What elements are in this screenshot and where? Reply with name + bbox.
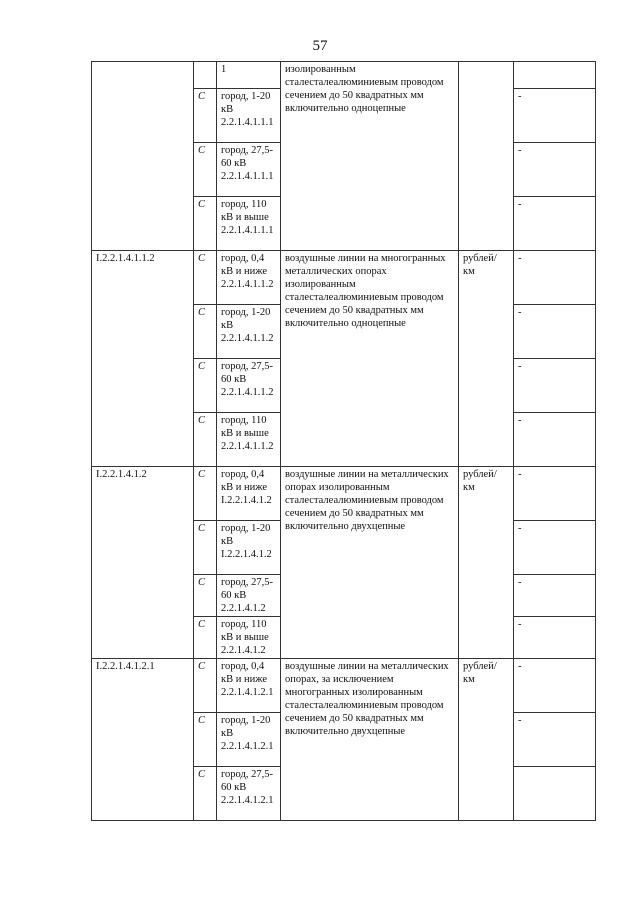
subitem-cell: город, 110 кВ и выше 2.2.1.4.1.2 bbox=[217, 617, 281, 659]
value-cell: - bbox=[514, 467, 596, 521]
value-cell: - bbox=[514, 89, 596, 143]
item-code-cell: I.2.2.1.4.1.2 bbox=[92, 467, 194, 659]
item-code-cell: I.2.2.1.4.1.1.2 bbox=[92, 251, 194, 467]
subitem-cell: город, 110 кВ и выше 2.2.1.4.1.1.2 bbox=[217, 413, 281, 467]
value-cell: - bbox=[514, 659, 596, 713]
category-letter-cell: C bbox=[194, 305, 217, 359]
subitem-cell: город, 1-20 кВ 2.2.1.4.1.2.1 bbox=[217, 713, 281, 767]
category-letter-cell bbox=[194, 62, 217, 89]
page-number: 57 bbox=[312, 38, 328, 54]
table-row bbox=[92, 251, 596, 305]
value-cell: - bbox=[514, 143, 596, 197]
value-cell: - bbox=[514, 575, 596, 617]
category-letter-cell: C bbox=[194, 521, 217, 575]
value-cell bbox=[514, 62, 596, 89]
subitem-cell: город, 0,4 кВ и ниже 2.2.1.4.1.1.2 bbox=[217, 251, 281, 305]
value-cell: - bbox=[514, 197, 596, 251]
table-row bbox=[92, 659, 596, 713]
description-cell: воздушные линии на металлических опорах изолированным сталесталеалюминиевым проводом сечением до 50 квадратных мм включительно двухцепные bbox=[281, 467, 459, 659]
tariff-table-body bbox=[92, 62, 596, 821]
category-letter-cell: C bbox=[194, 143, 217, 197]
category-letter-cell: C bbox=[194, 197, 217, 251]
subitem-cell: город, 0,4 кВ и ниже I.2.2.1.4.1.2 bbox=[217, 467, 281, 521]
category-letter-cell: C bbox=[194, 713, 217, 767]
category-letter-cell: C bbox=[194, 467, 217, 521]
value-cell: - bbox=[514, 413, 596, 467]
subitem-cell: город, 1-20 кВ I.2.2.1.4.1.2 bbox=[217, 521, 281, 575]
unit-cell: рублей/ км bbox=[459, 659, 514, 821]
value-cell: - bbox=[514, 713, 596, 767]
subitem-cell: город, 27,5-60 кВ 2.2.1.4.1.1.2 bbox=[217, 359, 281, 413]
subitem-cell: город, 110 кВ и выше 2.2.1.4.1.1.1 bbox=[217, 197, 281, 251]
value-cell: - bbox=[514, 359, 596, 413]
category-letter-cell: C bbox=[194, 617, 217, 659]
subitem-cell: город, 27,5-60 кВ 2.2.1.4.1.2.1 bbox=[217, 767, 281, 821]
category-letter-cell: C bbox=[194, 251, 217, 305]
value-cell: - bbox=[514, 617, 596, 659]
subitem-cell: город, 0,4 кВ и ниже 2.2.1.4.1.2.1 bbox=[217, 659, 281, 713]
category-letter-cell: C bbox=[194, 359, 217, 413]
value-cell bbox=[514, 767, 596, 821]
unit-cell bbox=[459, 62, 514, 251]
subitem-cell: 1 bbox=[217, 62, 281, 89]
item-code-cell: I.2.2.1.4.1.2.1 bbox=[92, 659, 194, 821]
value-cell: - bbox=[514, 251, 596, 305]
table-row bbox=[92, 467, 596, 521]
category-letter-cell: C bbox=[194, 89, 217, 143]
description-cell: воздушные линии на многогранных металлических опорах изолированным сталесталеалюминиевым проводом сечением до 50 квадратных мм включительно одноцепные bbox=[281, 251, 459, 467]
description-cell: изолированным сталесталеалюминиевым проводом сечением до 50 квадратных мм включительно одноцепные bbox=[281, 62, 459, 251]
description-cell: воздушные линии на металлических опорах, за исключением многогранных изолированным сталесталеалюминиевым проводом сечением до 50 квадратных мм включительно двухцепные bbox=[281, 659, 459, 821]
unit-cell: рублей/ км bbox=[459, 251, 514, 467]
tariff-table bbox=[91, 61, 596, 821]
category-letter-cell: C bbox=[194, 659, 217, 713]
category-letter-cell: C bbox=[194, 767, 217, 821]
subitem-cell: город, 27,5-60 кВ 2.2.1.4.1.2 bbox=[217, 575, 281, 617]
unit-cell: рублей/ км bbox=[459, 467, 514, 659]
item-code-cell bbox=[92, 62, 194, 251]
category-letter-cell: C bbox=[194, 413, 217, 467]
subitem-cell: город, 27,5-60 кВ 2.2.1.4.1.1.1 bbox=[217, 143, 281, 197]
category-letter-cell: C bbox=[194, 575, 217, 617]
table-row bbox=[92, 62, 596, 89]
subitem-cell: город, 1-20 кВ 2.2.1.4.1.1.2 bbox=[217, 305, 281, 359]
value-cell: - bbox=[514, 305, 596, 359]
subitem-cell: город, 1-20 кВ 2.2.1.4.1.1.1 bbox=[217, 89, 281, 143]
value-cell: - bbox=[514, 521, 596, 575]
